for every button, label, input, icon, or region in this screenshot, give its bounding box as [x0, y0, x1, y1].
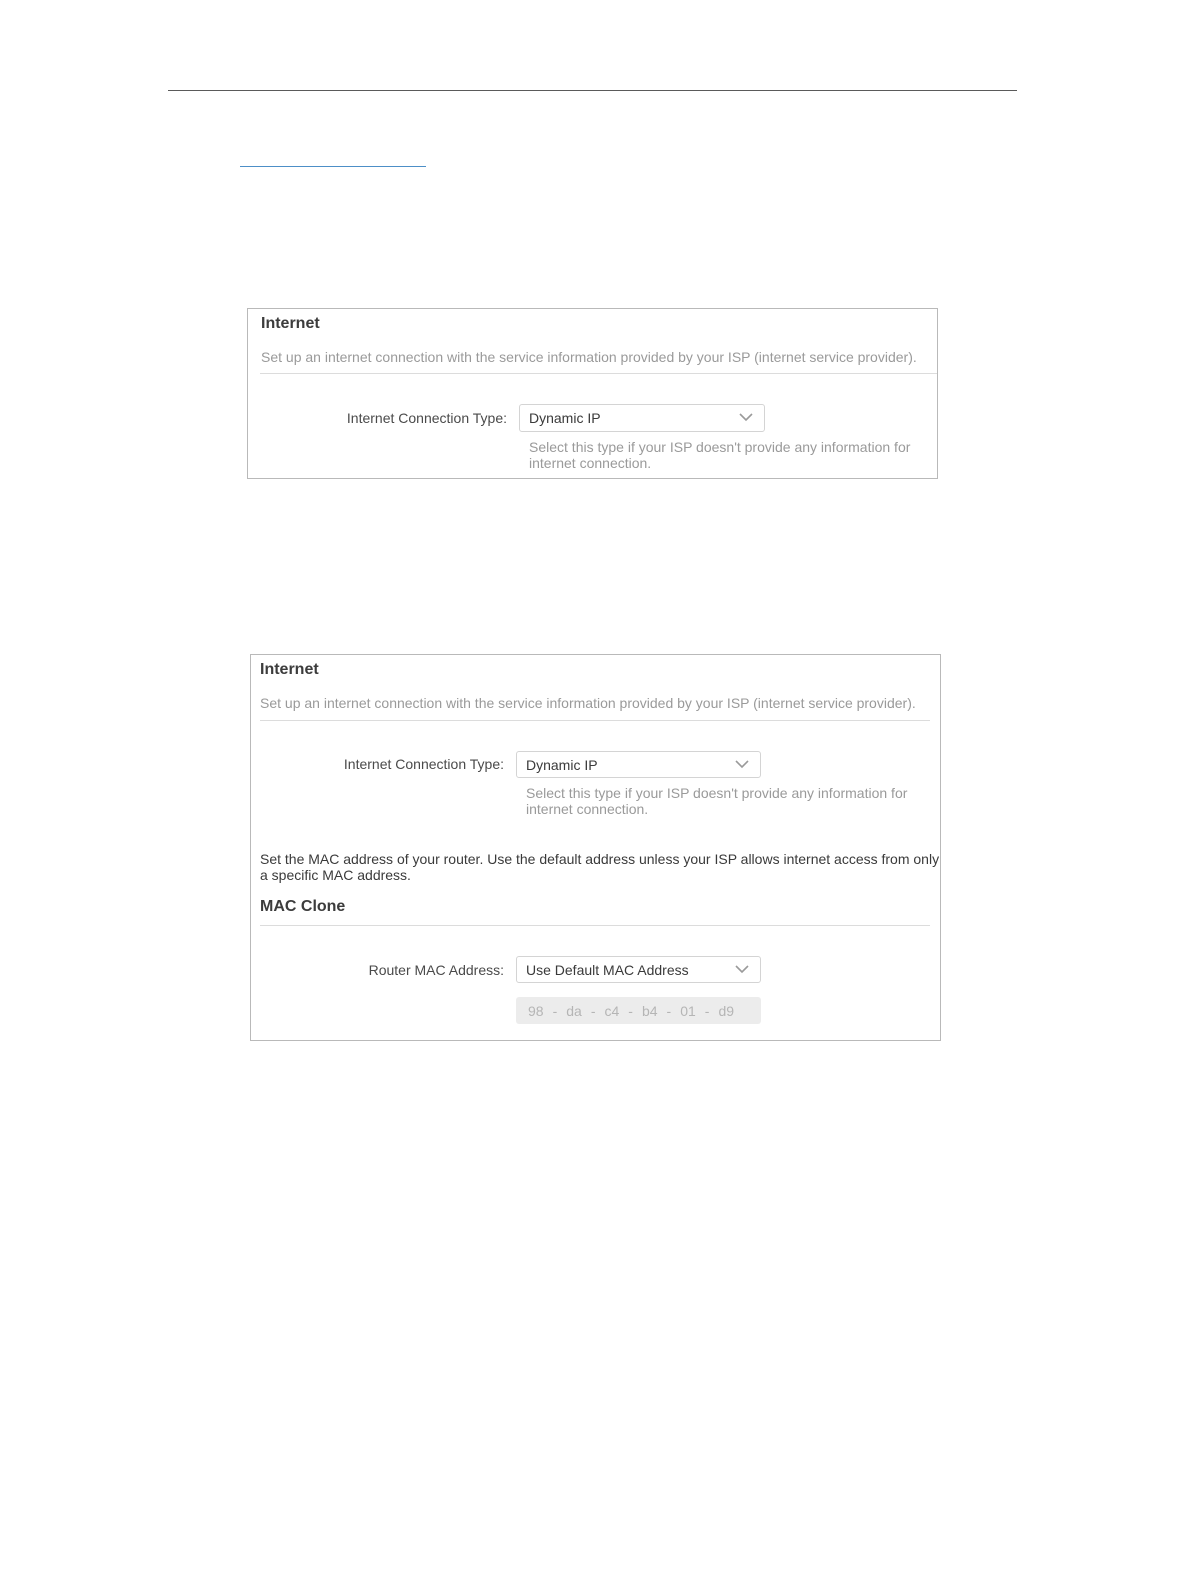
connection-type-label: Internet Connection Type:: [346, 410, 507, 426]
mac-separator: -: [552, 1002, 558, 1019]
connection-type-hint: Select this type if your ISP doesn't provide any information for internet connection.: [526, 785, 908, 817]
panel-description: Set up an internet connection with the service information provided by your ISP (internet service provider).: [261, 349, 917, 365]
mac-address-display: [516, 997, 761, 1024]
panel-divider: [260, 720, 930, 721]
panel-divider: [260, 373, 937, 374]
panel-title: Internet: [260, 661, 319, 678]
connection-type-value: Dynamic IP: [526, 757, 598, 773]
chevron-down-icon: [734, 757, 750, 771]
mac-clone-divider: [260, 925, 930, 926]
connection-type-select[interactable]: [516, 751, 761, 778]
mac-separator: -: [704, 1002, 710, 1019]
panel-title: Internet: [261, 315, 320, 332]
router-mac-select[interactable]: [516, 956, 761, 983]
connection-type-hint: Select this type if your ISP doesn't provide any information for internet connection.: [529, 439, 911, 471]
mac-octet: c4: [604, 1002, 620, 1019]
mac-clone-title: MAC Clone: [260, 898, 346, 915]
internet-panel-mac-clone: [250, 654, 941, 1041]
connection-type-select[interactable]: [519, 404, 765, 432]
router-mac-label: Router MAC Address:: [368, 962, 504, 978]
header-rule: [168, 90, 1017, 91]
mac-octet: d9: [718, 1002, 735, 1019]
mac-separator: -: [666, 1002, 672, 1019]
internet-panel-basic: [247, 308, 938, 479]
mac-octet: da: [566, 1002, 582, 1019]
panel-description: Set up an internet connection with the service information provided by your ISP (internet service provider).: [260, 695, 916, 711]
mac-address-note: Set the MAC address of your router. Use the default address unless your ISP allows internet access from only a specific MAC address.: [260, 851, 940, 883]
mac-octet: b4: [641, 1002, 658, 1019]
router-mac-value: Use Default MAC Address: [526, 962, 689, 978]
connection-type-label: Internet Connection Type:: [343, 756, 504, 772]
chevron-down-icon: [738, 410, 754, 424]
mac-octet: 98: [528, 1002, 544, 1019]
connection-type-value: Dynamic IP: [529, 410, 601, 426]
chevron-down-icon: [734, 962, 750, 976]
link-underline[interactable]: [240, 166, 426, 167]
mac-separator: -: [590, 1002, 596, 1019]
mac-separator: -: [628, 1002, 633, 1019]
mac-octet: 01: [680, 1002, 696, 1019]
